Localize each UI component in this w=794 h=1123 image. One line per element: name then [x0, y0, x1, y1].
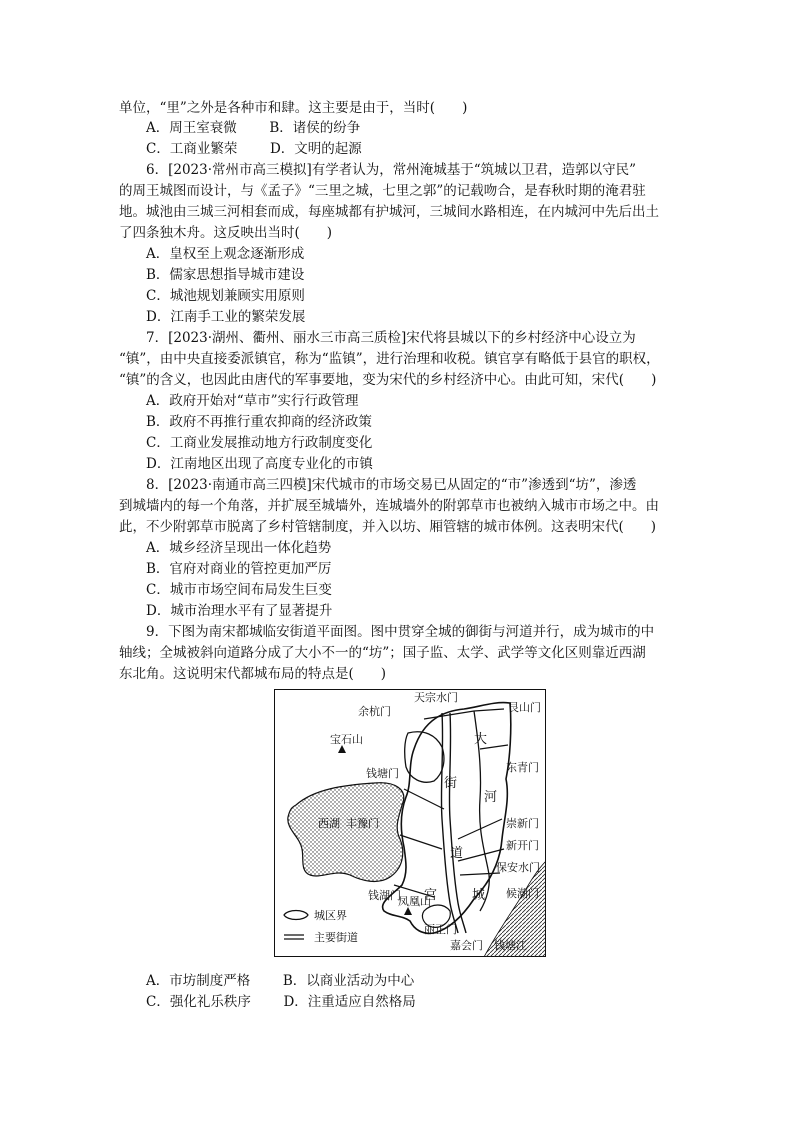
label-gong: 宫: [424, 888, 438, 903]
q7-option-b: B．政府不再推行重农抑商的经济政策: [146, 414, 372, 430]
q6-option-a: A．皇权至上观念逐渐形成: [146, 246, 305, 262]
q6-stem-line: 6．[2023·常州市高三模拟]有学者认为，常州淹城基于“筑城以卫君，造郭以守民”: [146, 162, 637, 178]
q8-stem-line: 8．[2023·南通市高三四模]宋代城市的市场交易已从固定的“市”渗透到“坊”，渗透: [146, 477, 637, 493]
q5-stem: 单位，“里”之外是各种市和肆。这主要是由于，当时( ): [119, 100, 468, 116]
q9-stem-line: 轴线；全城被斜向道路分成了大小不一的“坊”；国子监、太学、武学等文化区则靠近西湖: [119, 645, 646, 661]
legend-street-label: 主要街道: [314, 931, 358, 944]
q5-option-b: B．诸侯的纷争: [269, 120, 361, 136]
q7-option-a: A．政府开始对“草市”实行行政管理: [146, 393, 359, 409]
q6-option-c: C．城池规划兼顾实用原则: [146, 288, 305, 304]
label-west-lake: 西湖: [318, 817, 340, 830]
label-xinkai-gate: 新开门: [506, 839, 539, 852]
q9-stem-line: 东北角。这说明宋代都城布局的特点是( ): [119, 666, 387, 682]
q7-stem-line: “镇”，由中央直接委派镇官，称为“监镇”，进行治理和收税。镇官享有略低于县官的职权，: [119, 351, 660, 367]
q7-option-c: C．工商业发展推动地方行政制度变化: [146, 435, 373, 451]
q5-option-a: A．周王室衰微: [146, 120, 237, 136]
label-qiantang-river: 钱塘江: [494, 939, 527, 952]
label-fengyu-gate: 丰豫门: [346, 817, 379, 830]
lin-an-street-map: [274, 689, 546, 957]
label-baoshishan: 宝石山: [330, 733, 363, 746]
legend-boundary-label: 城区界: [314, 909, 347, 922]
label-he: 河: [484, 790, 498, 805]
label-fenghuangshan: 凤凰山: [398, 895, 431, 908]
label-jiahui-gate: 嘉会门: [450, 939, 483, 952]
q7-stem-line: 7．[2023·湖州、衢州、丽水三市高三质检]宋代将县城以下的乡村经济中心设立为: [146, 330, 636, 346]
q8-option-b: B．官府对商业的管控更加严厉: [146, 561, 332, 577]
q6-stem-line: 地。城池由三城三河相套而成，每座城都有护城河，三城间水路相连，在内城河中先后出土: [119, 204, 659, 220]
q5-options-row1: [146, 118, 360, 138]
q8-stem-line: 此，不少附郭草市脱离了乡村管辖制度，并入以坊、厢管辖的城市体例。这表明宋代( ): [119, 519, 657, 535]
q9-options-row2: [146, 992, 416, 1012]
q9-options-row1: [146, 971, 414, 991]
label-genshan-gate: 艮山门: [508, 701, 541, 714]
q8-stem-line: 到城墙内的每一个角落，并扩展至城墙外，连城墙外的附郭草市也被纳入城市市场之中。由: [119, 498, 659, 514]
q9-option-a: A．市坊制度严格: [146, 973, 251, 989]
q9-option-d: D．注重适应自然格局: [283, 994, 416, 1010]
q6-option-b: B．儒家思想指导城市建设: [146, 267, 305, 283]
q7-stem-line: “镇”的含义，也因此由唐代的军事要地，变为宋代的乡村经济中心。由此可知，宋代( ): [119, 372, 657, 388]
label-dao: 道: [450, 846, 464, 861]
label-lizheng-gate: 丽正门: [424, 923, 457, 936]
label-baoan-gate: 保安水门: [496, 861, 540, 874]
label-dongqing-gate: 东青门: [506, 761, 539, 774]
q8-option-a: A．城乡经济呈现出一体化趋势: [146, 540, 332, 556]
q9-option-b: B．以商业活动为中心: [282, 973, 415, 989]
q7-option-d: D．江南地区出现了高度专业化的市镇: [146, 456, 373, 472]
label-chongxin-gate: 崇新门: [506, 817, 539, 830]
label-qianhu-gate: 钱湖门: [368, 889, 401, 902]
label-tianzong-gate: 天宗水门: [414, 691, 458, 704]
q5-options-row2: [146, 139, 362, 159]
label-houchao-gate: 候潮门: [506, 887, 539, 900]
q5-option-d: D．文明的起源: [269, 141, 362, 157]
q8-option-d: D．城市治理水平有了显著提升: [146, 603, 333, 619]
label-yuhang-gate: 余杭门: [358, 705, 391, 718]
q8-option-c: C．城市市场空间布局发生巨变: [146, 582, 332, 598]
q6-option-d: D．江南手工业的繁荣发展: [146, 309, 306, 325]
label-qiantang-gate: 钱塘门: [366, 767, 399, 780]
q6-stem-line: 的周王城图而设计，与《孟子》“三里之城，七里之郭”的记载吻合，是春秋时期的淹君驻: [119, 183, 646, 199]
q9-stem-line: 9．下图为南宋都城临安街道平面图。图中贯穿全城的御街与河道并行，成为城市的中: [146, 624, 655, 640]
label-jie: 街: [444, 776, 458, 791]
q5-option-c: C．工商业繁荣: [146, 141, 238, 157]
label-cheng: 城: [472, 888, 486, 903]
label-da: 大: [474, 732, 488, 747]
q6-stem-line: 了四条独木舟。这反映出当时( ): [119, 225, 333, 241]
q9-option-c: C．强化礼乐秩序: [146, 994, 251, 1010]
